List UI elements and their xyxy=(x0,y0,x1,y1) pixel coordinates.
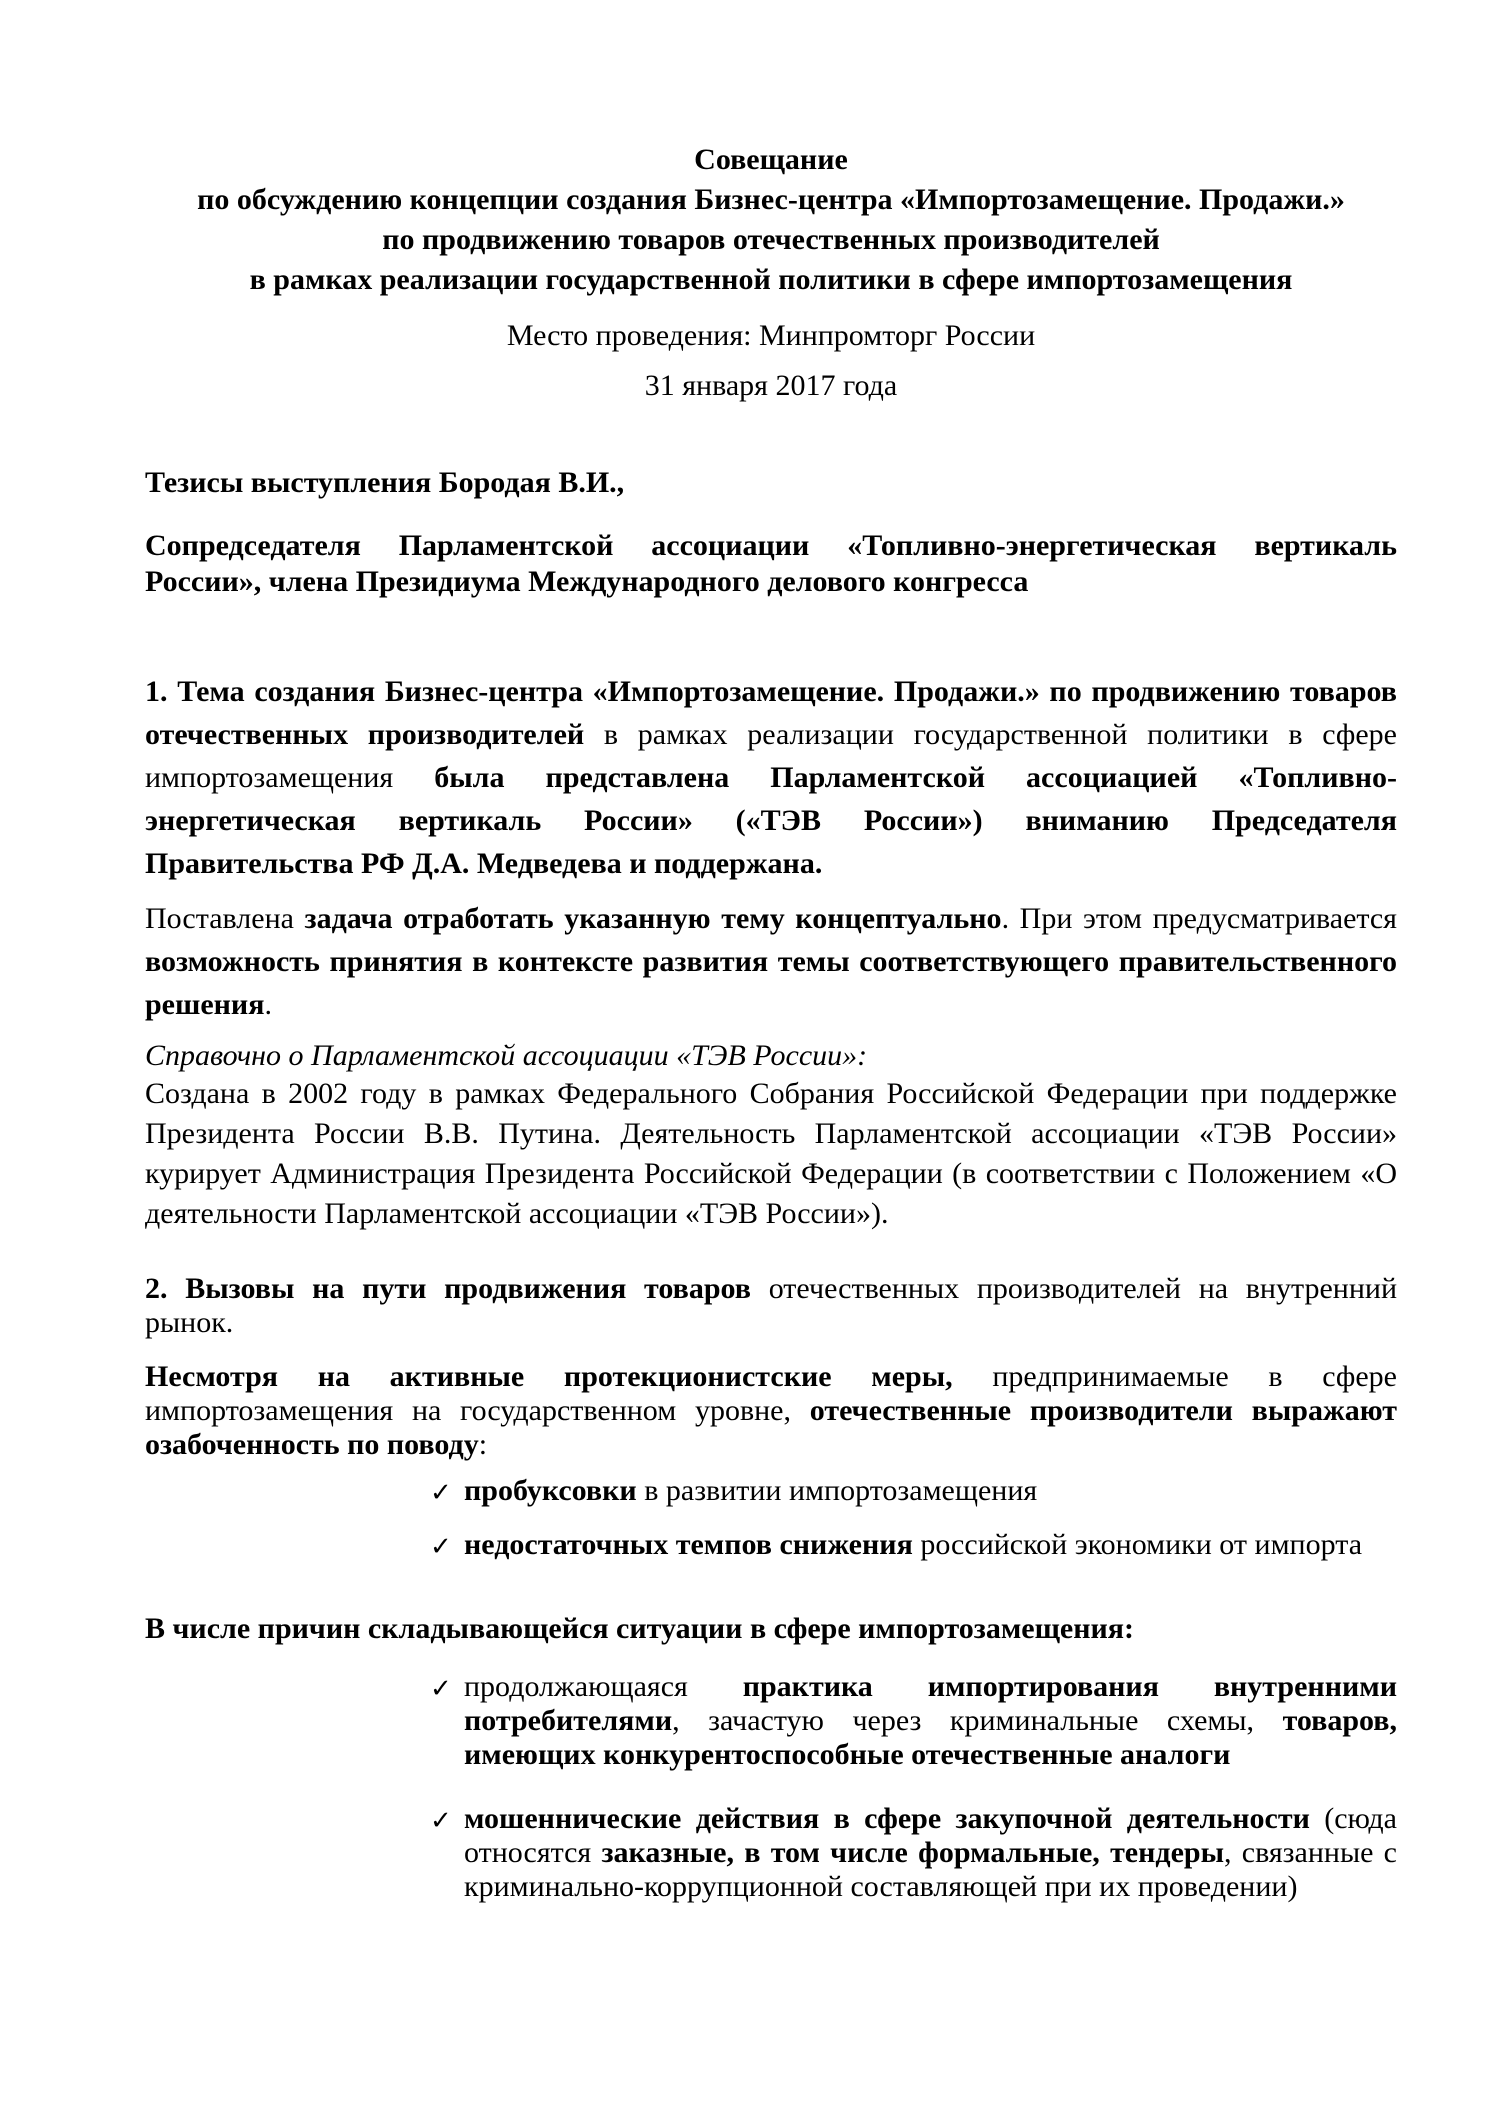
section1-paragraph-1 xyxy=(145,670,1397,885)
bold-run: пробуксовки xyxy=(464,1474,637,1507)
bold-run: 1. Тема создания Бизнес-центра «Импортозамещение. Продажи.» по продвижению товаров отечественных производителей xyxy=(145,675,1397,751)
speaker-title: Тезисы выступления Бородая В.И., xyxy=(145,466,625,499)
checkmark-icon: ✓ xyxy=(430,1532,452,1562)
text-run: , зачастую через криминальные схемы, xyxy=(672,1704,1283,1737)
bold-run: мошеннические действия в сфере закупочной деятельности xyxy=(464,1802,1310,1835)
bold-run: 2. Вызовы на пути продвижения товаров xyxy=(145,1272,751,1305)
text-run: (сюда относятся xyxy=(464,1802,1397,1869)
reference-body: Создана в 2002 году в рамках Федерального Собрания Российской Федерации при поддержке Президента России В.В. Путина. Деятельность Парламентской ассоциации «ТЭВ России» курирует Администрация Президента Российской Федерации (в соответствии с Положением «О деятельности Парламентской ассоциации «ТЭВ России»). xyxy=(145,1077,1397,1230)
bold-run: заказные, в том числе формальные, тендеры xyxy=(601,1836,1225,1869)
concern-text-1 xyxy=(464,1474,1397,1508)
text-run: в рамках реализации государственной политики в сфере импортозамещения xyxy=(145,718,1397,794)
concern-text-2 xyxy=(464,1528,1397,1562)
title-line-4: в рамках реализации государственной политики в сфере импортозамещения xyxy=(249,263,1293,296)
bold-run: товаров, имеющих конкурентоспособные отечественные аналоги xyxy=(464,1704,1397,1771)
text-run: : xyxy=(478,1428,488,1461)
text-run: . При этом предусматривается xyxy=(1001,902,1397,935)
cause-text-1 xyxy=(464,1670,1397,1772)
speaker-role: Сопредседателя Парламентской ассоциации «Топливно-энергетическая вертикаль России», члена Президиума Международного делового конгресса xyxy=(145,529,1397,598)
bold-run: недостаточных темпов снижения xyxy=(464,1528,913,1561)
text-run: . xyxy=(264,988,272,1021)
bold-run: задача отработать указанную тему концептуально xyxy=(304,902,1002,935)
document-page xyxy=(145,140,1397,1904)
document-title xyxy=(145,140,1397,300)
meeting-meta xyxy=(145,316,1397,406)
causes-list xyxy=(430,1670,1397,1904)
checkmark-icon: ✓ xyxy=(430,1806,452,1836)
bold-run: Несмотря на активные протекционистские меры, xyxy=(145,1360,953,1393)
list-item xyxy=(430,1528,1397,1566)
list-item xyxy=(430,1474,1397,1512)
reference-title: Справочно о Парламентской ассоциации «ТЭВ России»: xyxy=(145,1039,868,1072)
text-run: продолжающаяся xyxy=(464,1670,743,1703)
title-line-1: Совещание xyxy=(694,143,848,176)
title-line-2: по обсуждению концепции создания Бизнес-центра «Импортозамещение. Продажи.» xyxy=(197,183,1345,216)
section1-paragraph-2 xyxy=(145,897,1397,1026)
bold-run: была представлена Парламентской ассоциацией «Топливно-энергетическая вертикаль России» («ТЭВ России») вниманию Председателя Правительства РФ Д.А. Медведева и поддержана. xyxy=(145,761,1398,880)
causes-title: В числе причин складывающейся ситуации в сфере импортозамещения: xyxy=(145,1612,1135,1645)
meeting-date: 31 января 2017 года xyxy=(644,369,898,402)
text-run: российской экономики от импорта xyxy=(912,1528,1363,1561)
list-item xyxy=(430,1670,1397,1772)
bold-run: практика импортирования внутренними потребителями xyxy=(464,1670,1397,1737)
meeting-venue: Место проведения: Минпромторг России xyxy=(506,319,1036,352)
section2-paragraph-2 xyxy=(145,1360,1397,1462)
text-run: в развитии импортозамещения xyxy=(636,1474,1038,1507)
cause-text-2 xyxy=(464,1802,1397,1904)
text-run: Поставлена xyxy=(145,902,305,935)
text-run: отечественных производителей на внутренний рынок. xyxy=(145,1272,1397,1339)
text-run: , связанные с криминально-коррупционной составляющей при их проведении) xyxy=(464,1836,1397,1903)
checkmark-icon: ✓ xyxy=(430,1674,452,1704)
bold-run: возможность принятия в контексте развития темы соответствующего правительственного решения xyxy=(145,945,1397,1021)
section2-paragraph-1 xyxy=(145,1272,1397,1340)
concerns-list xyxy=(430,1474,1397,1566)
text-run: предпринимаемые в сфере импортозамещения на государственном уровне, xyxy=(145,1360,1397,1427)
checkmark-icon: ✓ xyxy=(430,1478,452,1508)
title-line-3: по продвижению товаров отечественных производителей xyxy=(382,223,1160,256)
list-item xyxy=(430,1802,1397,1904)
bold-run: отечественные производители выражают озабоченность по поводу xyxy=(145,1394,1397,1461)
